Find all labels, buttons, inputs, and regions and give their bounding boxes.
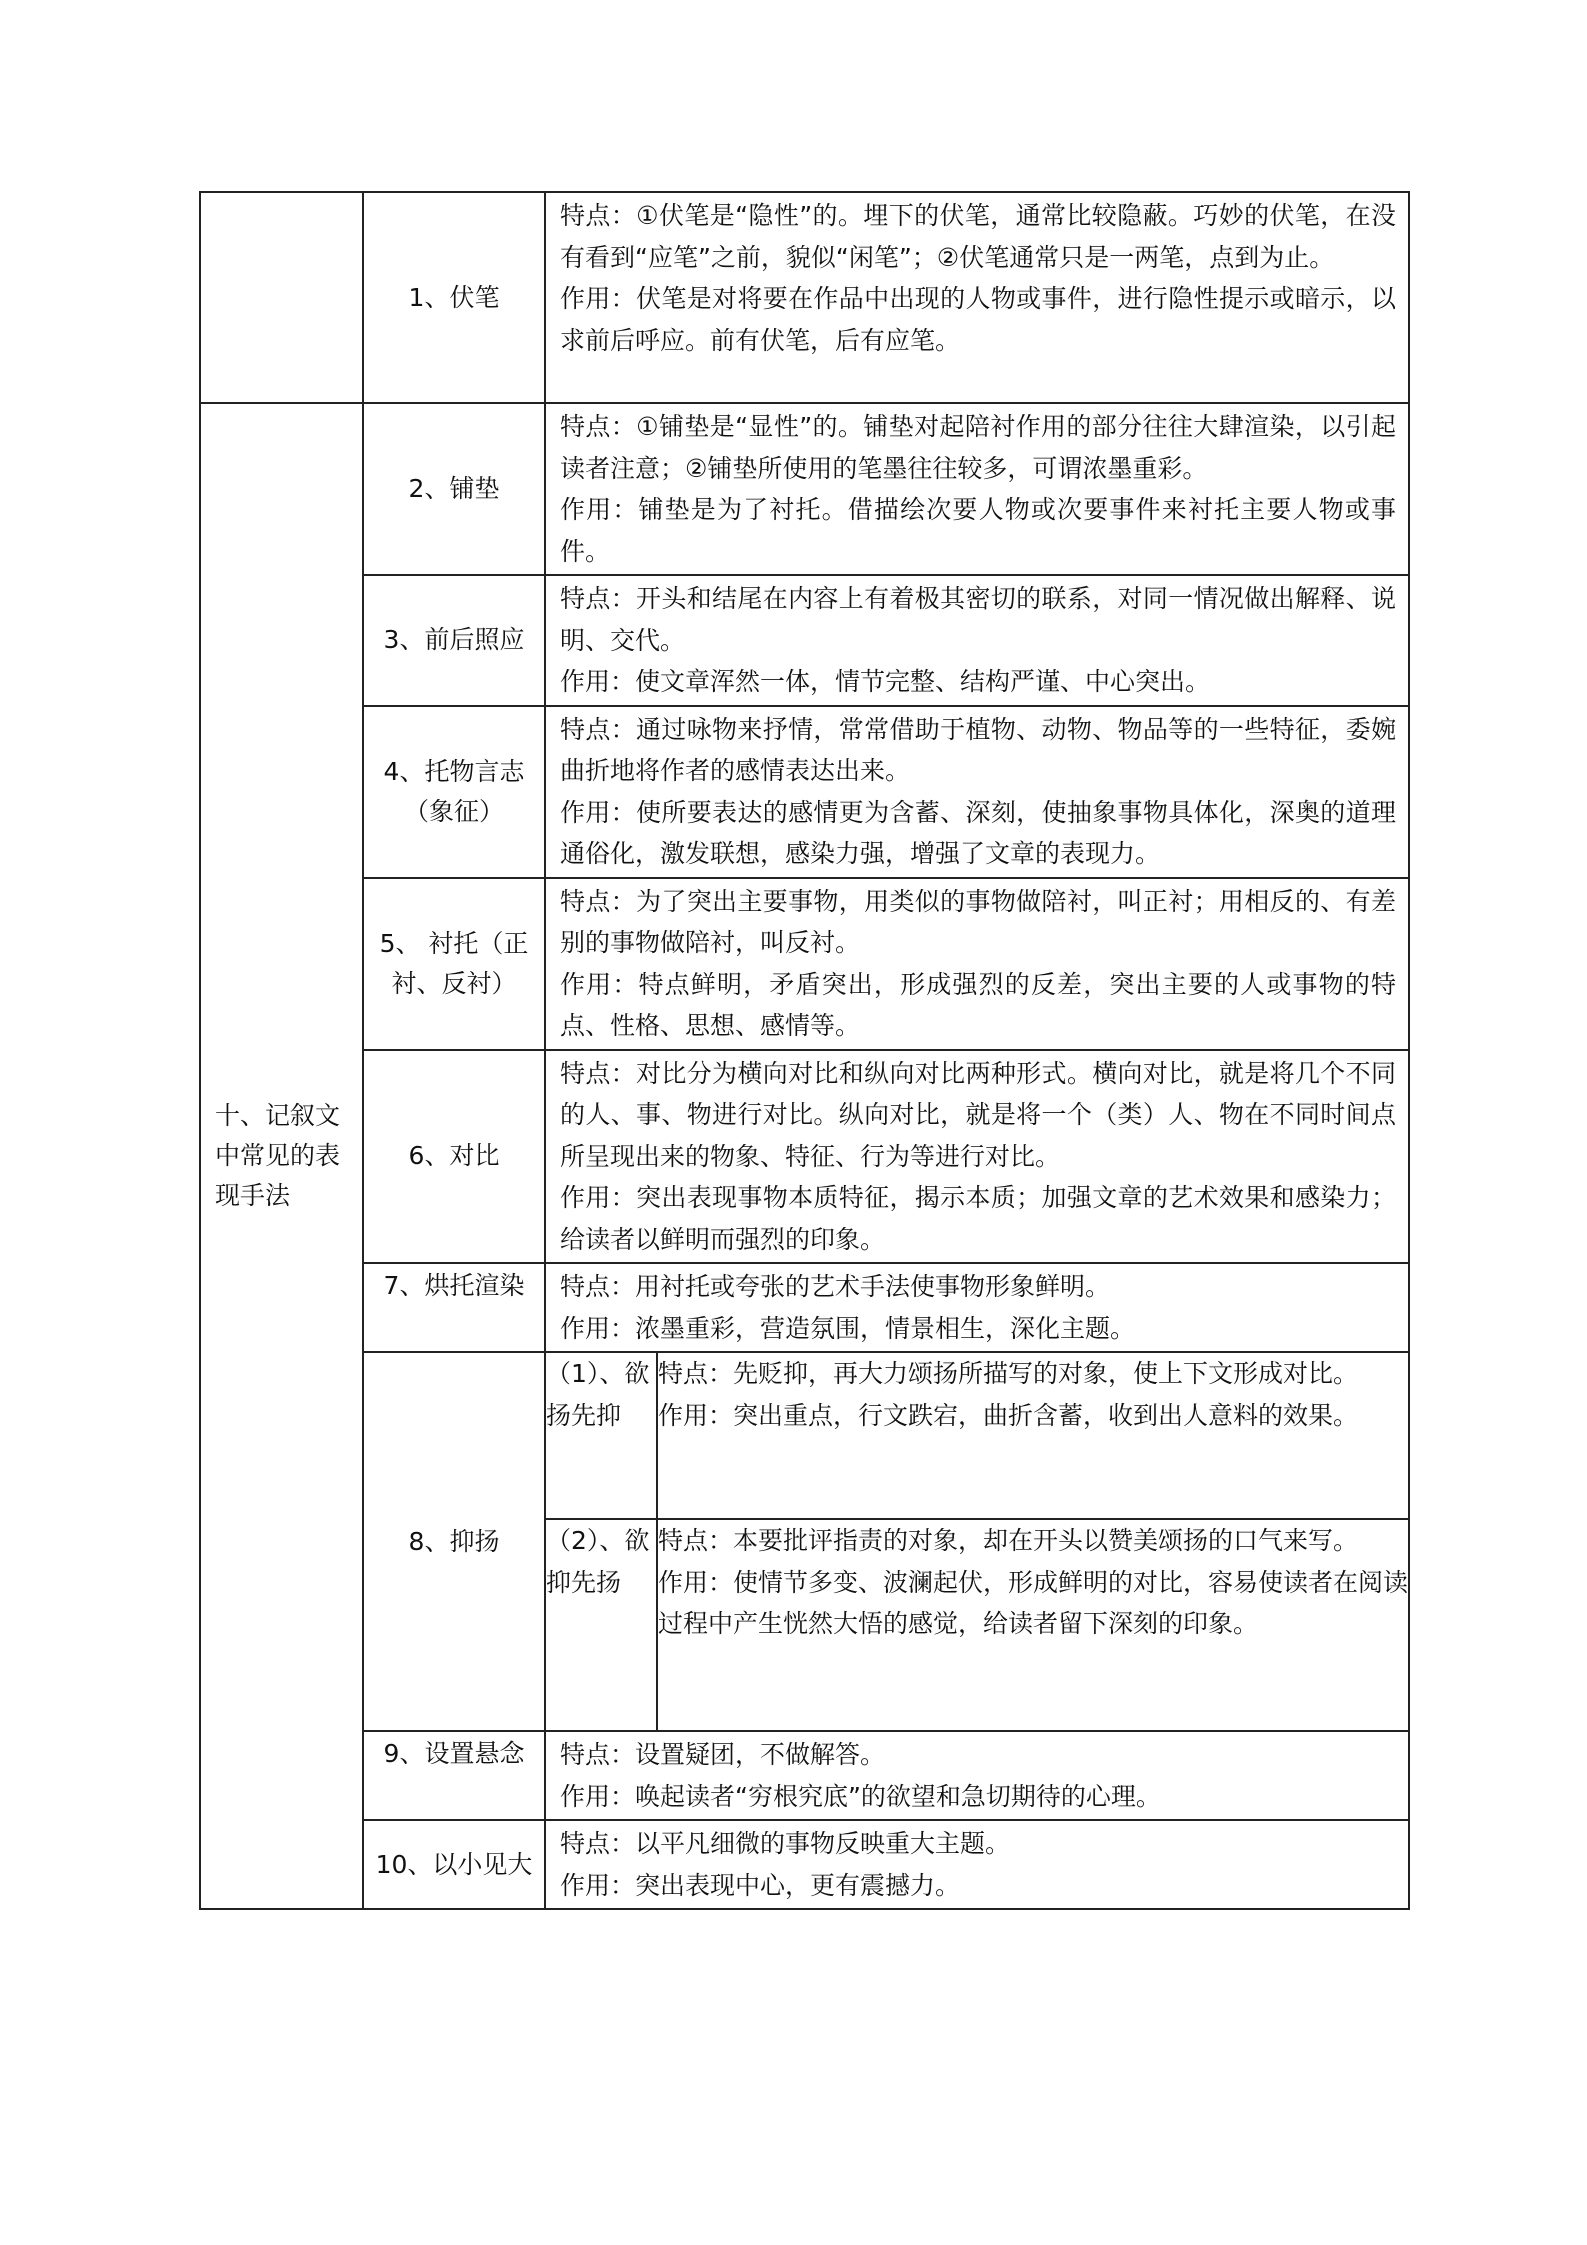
effect-text: 作用：唤起读者“穷根究底”的欲望和急切期待的心理。 <box>560 1781 1161 1811</box>
table-row <box>200 878 1409 1050</box>
table-row <box>200 1731 1409 1820</box>
technique-name: 9、设置悬念 <box>363 1731 545 1820</box>
effect-text: 作用：浓墨重彩，营造氛围，情景相生，深化主题。 <box>560 1313 1136 1343</box>
feature-text: 特点：对比分为横向对比和纵向对比两种形式。横向对比，就是将几个不同的人、事、物进行对比。纵向对比，就是将一个（类）人、物在不同时间点所呈现出来的物象、特征、行为等进行对比。 <box>560 1058 1396 1171</box>
sub-technique-description <box>657 1519 1408 1730</box>
table-row <box>200 575 1409 706</box>
technique-name: 2、铺垫 <box>363 403 545 575</box>
feature-text: 特点：用衬托或夸张的艺术手法使事物形象鲜明。 <box>560 1272 1111 1301</box>
table-wrapper <box>199 191 1408 1910</box>
table-row <box>200 706 1409 878</box>
technique-description <box>545 878 1409 1050</box>
table-row <box>200 1352 1409 1731</box>
technique-name: 4、托物言志（象征） <box>363 706 545 878</box>
effect-text: 作用：使所要表达的感情更为含蓄、深刻，使抽象事物具体化，深奥的道理通俗化，激发联想，感染力强，增强了文章的表现力。 <box>560 797 1396 868</box>
table-row <box>200 1820 1409 1909</box>
technique-name: 6、对比 <box>363 1050 545 1264</box>
technique-name: 7、烘托渲染 <box>363 1263 545 1352</box>
sub-technique-name: （2）、欲抑先扬 <box>546 1519 657 1730</box>
feature-text: 特点：①伏笔是“隐性”的。埋下的伏笔，通常比较隐蔽。巧妙的伏笔，在没有看到“应笔”之前，貌似“闲笔”；②伏笔通常只是一两笔，点到为止。 <box>560 201 1396 272</box>
technique-name: 1、伏笔 <box>363 192 545 403</box>
technique-description <box>545 1731 1409 1820</box>
technique-description <box>545 1820 1409 1909</box>
effect-text: 作用：伏笔是对将要在作品中出现的人物或事件，进行隐性提示或暗示，以求前后呼应。前有伏笔，后有应笔。 <box>560 284 1396 355</box>
feature-text: 特点：先贬抑，再大力颂扬所描写的对象，使上下文形成对比。 <box>658 1359 1359 1388</box>
technique-name: 5、 衬托（正衬、反衬） <box>363 878 545 1050</box>
effect-text: 作用：使情节多变、波澜起伏，形成鲜明的对比，容易使读者在阅读过程中产生恍然大悟的感觉，给读者留下深刻的印象。 <box>658 1567 1409 1638</box>
techniques-table <box>199 191 1410 1910</box>
technique-name: 10、以小见大 <box>363 1820 545 1909</box>
effect-text: 作用：使文章浑然一体，情节完整、结构严谨、中心突出。 <box>560 667 1211 696</box>
technique-description <box>545 1263 1409 1352</box>
effect-text: 作用：铺垫是为了衬托。借描绘次要人物或次要事件来衬托主要人物或事件。 <box>560 495 1396 566</box>
effect-text: 作用：特点鲜明，矛盾突出，形成强烈的反差，突出主要的人或事物的特点、性格、思想、感情等。 <box>560 969 1396 1040</box>
table-row <box>200 403 1409 575</box>
technique-name: 8、抑扬 <box>363 1352 545 1731</box>
feature-text: 特点：设置疑团，不做解答。 <box>560 1740 886 1769</box>
effect-text: 作用：突出重点，行文跌宕，曲折含蓄，收到出人意料的效果。 <box>658 1400 1359 1430</box>
technique-description <box>545 706 1409 878</box>
feature-text: 特点：开头和结尾在内容上有着极其密切的联系，对同一情况做出解释、说明、交代。 <box>560 584 1396 655</box>
technique-description <box>545 192 1409 403</box>
feature-text: 特点：为了突出主要事物，用类似的事物做陪衬，叫正衬；用相反的、有差别的事物做陪衬，叫反衬。 <box>560 886 1396 957</box>
sub-technique-cell <box>545 1352 1409 1731</box>
sub-row <box>546 1519 1408 1730</box>
feature-text: 特点：①铺垫是“显性”的。铺垫对起陪衬作用的部分往往大肆渲染，以引起读者注意；②铺垫所使用的笔墨往往较多，可谓浓墨重彩。 <box>560 412 1396 483</box>
effect-text: 作用：突出表现中心，更有震撼力。 <box>560 1870 961 1900</box>
table-row <box>200 1263 1409 1352</box>
sub-technique-description <box>657 1353 1408 1519</box>
technique-description <box>545 1050 1409 1264</box>
table-row <box>200 192 1409 403</box>
category-top-cell <box>200 192 363 403</box>
sub-technique-table <box>546 1353 1408 1730</box>
sub-technique-name: （1）、欲扬先抑 <box>546 1353 657 1519</box>
effect-text: 作用：突出表现事物本质特征，揭示本质；加强文章的艺术效果和感染力；给读者以鲜明而强烈的印象。 <box>560 1183 1396 1254</box>
table-row <box>200 1050 1409 1264</box>
technique-description <box>545 403 1409 575</box>
sub-row <box>546 1353 1408 1519</box>
feature-text: 特点：通过咏物来抒情，常常借助于植物、动物、物品等的一些特征，委婉曲折地将作者的感情表达出来。 <box>560 714 1396 785</box>
category-cell: 十、记叙文中常见的表现手法 <box>200 403 363 1909</box>
feature-text: 特点：以平凡细微的事物反映重大主题。 <box>560 1829 1011 1858</box>
technique-name: 3、前后照应 <box>363 575 545 706</box>
feature-text: 特点：本要批评指责的对象，却在开头以赞美颂扬的口气来写。 <box>658 1526 1359 1555</box>
technique-description <box>545 575 1409 706</box>
